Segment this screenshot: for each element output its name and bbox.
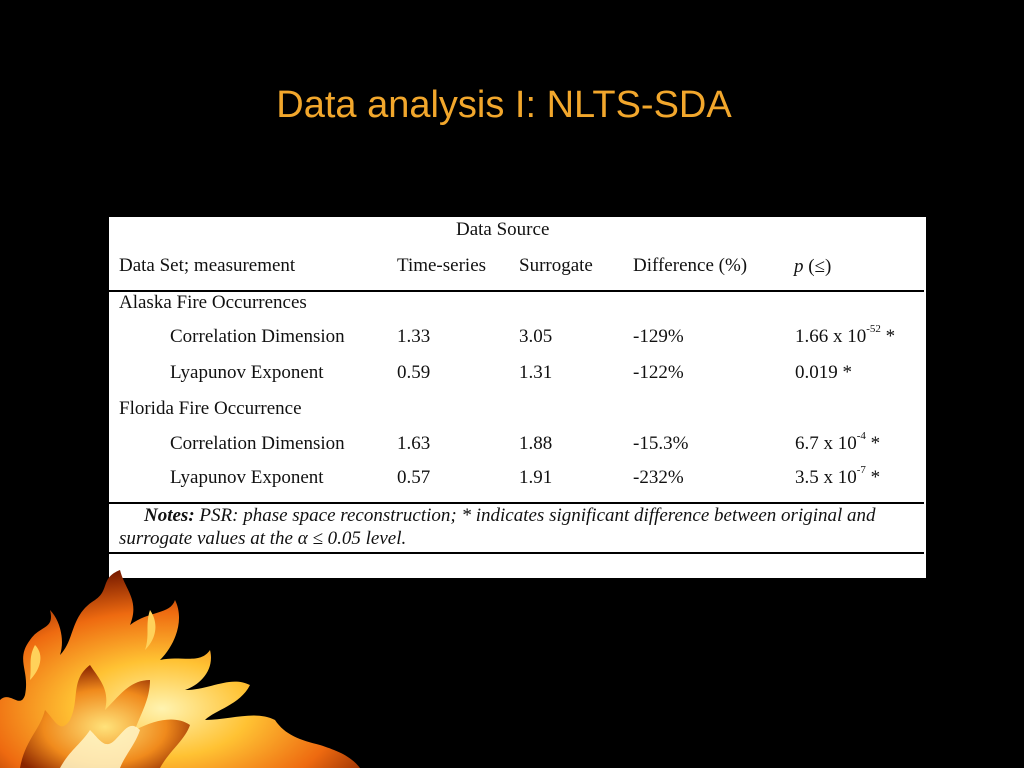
fire-flames-image bbox=[0, 570, 360, 768]
group-label-florida: Florida Fire Occurrence bbox=[119, 398, 302, 419]
notes-label: Notes: bbox=[144, 505, 195, 526]
header-dataset: Data Set; measurement bbox=[119, 255, 296, 276]
row-p-value: 0.019 * bbox=[795, 362, 852, 383]
row-difference: -122% bbox=[633, 362, 684, 383]
results-table bbox=[109, 217, 926, 578]
row-measure: Correlation Dimension bbox=[170, 326, 345, 347]
row-measure: Lyapunov Exponent bbox=[170, 467, 324, 488]
row-difference: -15.3% bbox=[633, 433, 689, 454]
row-measure: Correlation Dimension bbox=[170, 433, 345, 454]
table-notes bbox=[119, 504, 909, 550]
notes-text: PSR: phase space reconstruction; * indicates significant difference between original and surrogate values at the α ≤ 0.05 level. bbox=[119, 505, 876, 549]
group-label-alaska: Alaska Fire Occurrences bbox=[119, 292, 307, 313]
slide-title: Data analysis I: NLTS-SDA bbox=[276, 84, 732, 126]
row-surrogate: 1.31 bbox=[519, 362, 553, 383]
row-surrogate: 3.05 bbox=[519, 326, 553, 347]
row-measure: Lyapunov Exponent bbox=[170, 362, 324, 383]
row-timeseries: 1.33 bbox=[397, 326, 431, 347]
row-timeseries: 0.59 bbox=[397, 362, 431, 383]
row-difference: -232% bbox=[633, 467, 684, 488]
row-difference: -129% bbox=[633, 326, 684, 347]
row-p-value: 3.5 x $10^{-7}$ * bbox=[795, 464, 881, 488]
header-difference: Difference (%) bbox=[633, 255, 748, 276]
header-surrogate: Surrogate bbox=[519, 255, 593, 276]
row-timeseries: 1.63 bbox=[397, 433, 431, 454]
bottom-rule bbox=[109, 552, 924, 554]
row-surrogate: 1.91 bbox=[519, 467, 553, 488]
header-p-value: p (≤) bbox=[794, 256, 832, 277]
row-p-value: 6.7 x $10^{-4}$ * bbox=[795, 430, 881, 454]
data-source-header: Data Source bbox=[456, 219, 550, 240]
row-p-value: 1.66 x $10^{-52}$ * bbox=[795, 323, 896, 347]
row-surrogate: 1.88 bbox=[519, 433, 553, 454]
row-timeseries: 0.57 bbox=[397, 467, 431, 488]
header-timeseries: Time-series bbox=[397, 255, 487, 276]
